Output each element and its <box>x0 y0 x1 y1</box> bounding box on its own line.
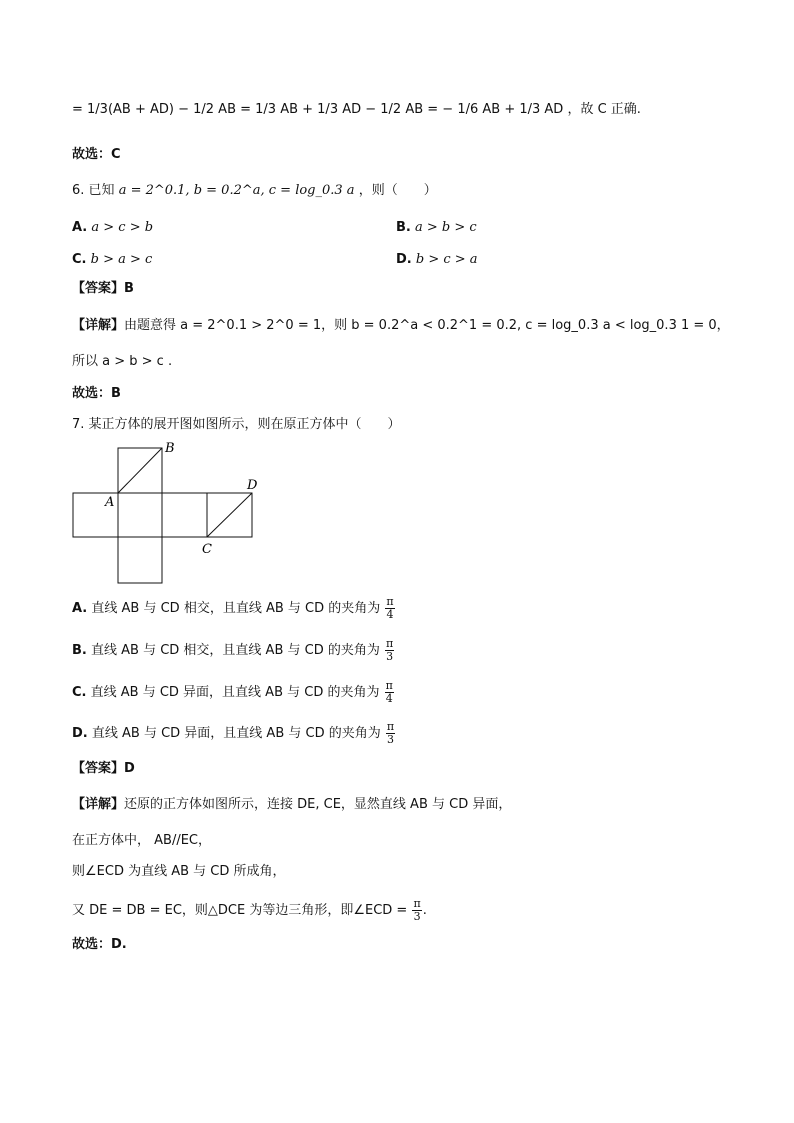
label-a: A <box>105 495 115 510</box>
segment-ab <box>118 448 162 493</box>
q6-detail: 【详解】由题意得 a = 2^0.1 > 2^0 = 1，则 b = 0.2^a < 0.2^1 = 0.2, c = log_0.3 a < log_0.3 1 = 0， <box>72 318 730 333</box>
q7-line3: 则∠ECD 为直线 AB 与 CD 所成角， <box>72 864 286 879</box>
q7-option-c: C. 直线 AB 与 CD 异面，且直线 AB 与 CD 的夹角为 $\frac{\pi}{4}$ <box>72 679 393 705</box>
q6-stem-suffix: ，则（ ） <box>358 183 437 198</box>
q6-stem-math: a = 2^0.1, b = 0.2^a, c = log_0.3 a <box>118 183 355 198</box>
fraction: $\frac{\pi}{3}$ <box>386 637 394 663</box>
q7-option-d: D. 直线 AB 与 CD 异面，且直线 AB 与 CD 的夹角为 $\frac{\pi}{3}$ <box>72 720 395 746</box>
q6-conclusion: 所以 a > b > c . <box>72 354 173 369</box>
q7-line4: 又 DE = DB = EC，则△DCE 为等边三角形，即∠ECD = $\frac{\pi}{3}$ . <box>72 897 427 923</box>
cube-net-figure <box>70 440 270 590</box>
q7-line2: 在正方体中， AB//EC， <box>72 833 211 848</box>
q7-answer: 【答案】D <box>72 761 135 776</box>
q6-answer: 【答案】B <box>72 281 134 296</box>
select-c: 故选：C <box>72 147 121 162</box>
vector-equation-line <box>72 101 641 119</box>
q7-option-b: B. 直线 AB 与 CD 相交，且直线 AB 与 CD 的夹角为 $\frac{\pi}{3}$ <box>72 637 394 663</box>
net-square-right1 <box>162 493 207 537</box>
q7-stem: 7. 某正方体的展开图如图所示，则在原正方体中（ ） <box>72 417 401 432</box>
net-square-bottom <box>118 537 162 583</box>
fraction: $\frac{\pi}{3}$ <box>386 720 395 746</box>
q7-detail: 【详解】还原的正方体如图所示，连接 DE, CE，显然直线 AB 与 CD 异面， <box>72 797 512 812</box>
vector-equation-suffix: ，故 C 正确. <box>567 102 641 117</box>
q6-option-d: D. b > c > a <box>396 252 478 267</box>
q6-option-b: B. a > b > c <box>396 220 477 235</box>
q6-select: 故选：B <box>72 386 121 401</box>
label-b: B <box>165 441 175 456</box>
q7-option-a: A. 直线 AB 与 CD 相交，且直线 AB 与 CD 的夹角为 $\frac{\pi}{4}$ <box>72 595 394 621</box>
net-square-center <box>118 493 162 537</box>
q6-stem-prefix: 6. 已知 <box>72 183 115 198</box>
label-d: D <box>247 478 258 493</box>
q6-option-c: C. b > a > c <box>72 252 153 267</box>
segment-cd <box>207 493 252 537</box>
q6-stem <box>72 182 437 200</box>
fraction: $\frac{\pi}{4}$ <box>385 679 393 705</box>
q7-select: 故选：D. <box>72 937 127 952</box>
vector-equation: = 1/3(AB + AD) − 1/2 AB = 1/3 AB + 1/3 AD − 1/2 AB = − 1/6 AB + 1/3 AD <box>72 102 564 117</box>
fraction: $\frac{\pi}{3}$ <box>413 897 421 923</box>
fraction: $\frac{\pi}{4}$ <box>386 595 394 621</box>
label-c: C <box>202 542 212 557</box>
q6-option-a: A. a > c > b <box>72 220 154 235</box>
